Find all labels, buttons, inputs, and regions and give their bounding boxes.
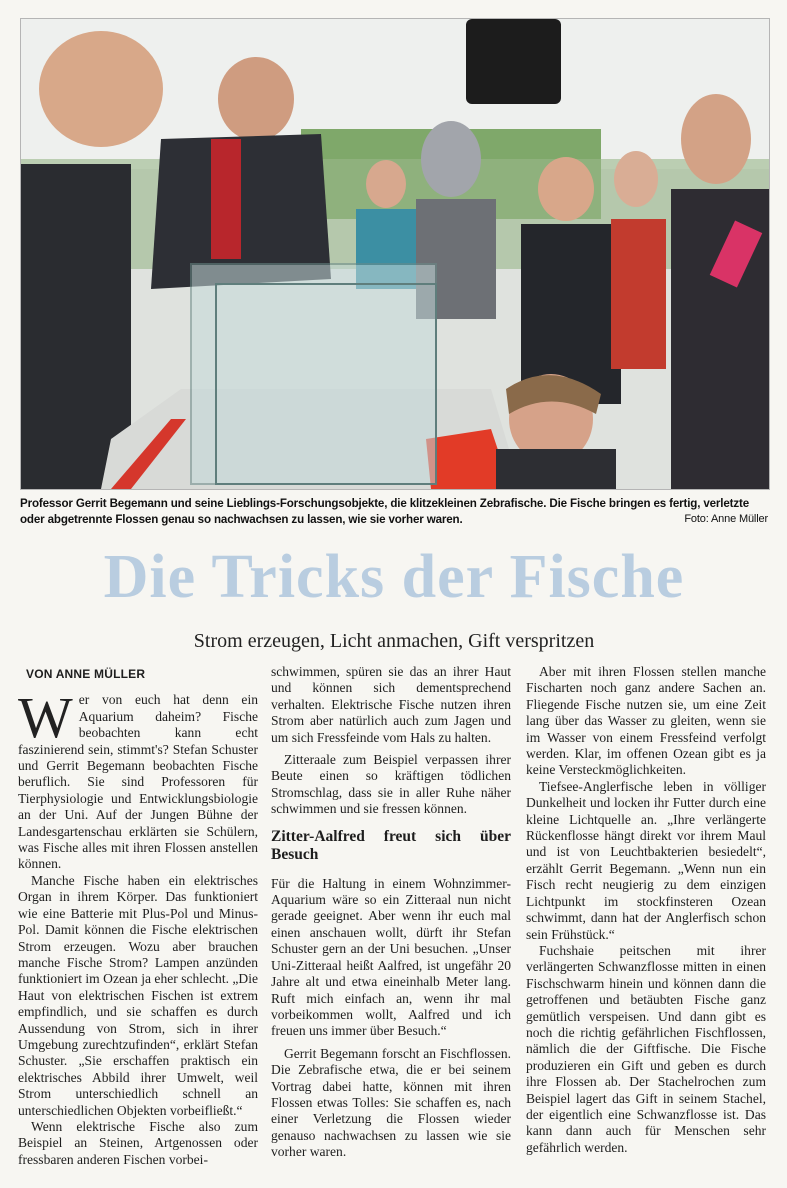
- article-paragraph: Gerrit Begemann forscht an Fischflossen. Die Zebrafische etwa, die er bei seinem Vortrag dabei hatte, können mit ihren Flossen etwas Tolles: Sie schaffen es, nach einer Verletzung die Flossen wieder genauso nachwachsen zu lassen wie sie vorher waren.: [271, 1045, 511, 1160]
- article-column-1: [18, 664, 258, 1168]
- article-paragraph: Tiefsee-Anglerfische leben in völliger Dunkelheit und locken ihr Futter durch eine kleine Lichtquelle an. „Ihre verlängerte Rückenflosse hängt direkt vor ihrem Maul und ist von Leuchtbakterien besiedelt“, erzählt Gerrit Begemann. „Wenn nun ein Fisch recht neugierig zu dem einzigen Lichtpunkt im stockfinsteren Ozean schwimmt, dann hat der Anglerfisch schon sein Frühstück.“: [526, 778, 766, 942]
- article-paragraph: Für die Haltung in einem Wohnzimmer-Aquarium wäre so ein Zitteraal nun nicht gerade geeignet. Aber wenn ihr euch mal einen anschauen wollt, dürft ihr Stefan Schuster gern an der Uni besuchen. „Unser Uni-Zitteraal heißt Aalfred, ist ungefähr 20 Jahre alt und etwa eineinhalb Meter lang. Ruft mich einfach an, wenn ihr mal vorbeikommen wollt, Aalfred und ich freuen uns immer über Besuch.“: [271, 875, 511, 1039]
- section-heading: Zitter-Aalfred freut sich über Besuch: [271, 827, 511, 863]
- photo-caption: [20, 496, 768, 527]
- drop-cap: W: [18, 685, 73, 751]
- photo-credit: Foto: Anne Müller: [684, 512, 768, 525]
- photo-illustration: [21, 19, 769, 489]
- article-paragraph: Fuchshaie peitschen mit ihrer verlängerten Schwanzflosse mitten in einen Fischschwarm hinein und können dann die getroffenen und betäubten Fische ganz gemütlich verspeisen. Und dann gibt es noch die richtig gefährlichen Fischflossen, nämlich die der Giftfische. Die Fische produzieren ein Gift und geben es durch ihre Flossen ab. Der Stachelrochen zum Beispiel lagert das Gift in seinem Stachel, der eigentlich eine Schwanzflosse ist. Das kann dann auch für Menschen sehr gefährlich werden.: [526, 942, 766, 1155]
- article-paragraph: [18, 685, 258, 872]
- article-photo: [20, 18, 770, 490]
- article-paragraph: schwimmen, spüren sie das an ihrer Haut und können sich dementsprechend verhalten. Elektrische Fische nutzen ihren Strom aber natürlich auch zum Jagen und um sich Fressfeinde vom Hals zu halten.: [271, 664, 511, 745]
- article-paragraph: Manche Fische haben ein elektrisches Organ in ihrem Körper. Das funktioniert wie eine Batterie mit Plus-Pol und Minus-Pol. Damit können die Fische elektrischen Strom erzeugen. Wozu aber brauchen manche Fische Strom? Lampen anzünden funktioniert im Ozean ja eher schlecht. „Die Haut von elektrischen Fischen ist extrem empfindlich, und sie schaffen es durch Aussendung von Strom, sich in ihrer Umgebung zurechtzufinden“, erklärt Stefan Schuster. „Sie erschaffen praktisch ein elektrisches Abbild ihrer Umwelt, weil Strom unterschiedlich schnell an unterschiedlichen Objekten vorbeifließt.“: [18, 872, 258, 1118]
- article-column-2: [271, 664, 511, 1161]
- subheadline: Strom erzeugen, Licht anmachen, Gift verspritzen: [193, 630, 595, 652]
- headline: Die Tricks der Fische: [103, 543, 685, 611]
- intro-text: er von euch hat denn ein Aquarium daheim? Fische beobachten kann echt faszinierend sein, stimmt's? Stefan Schuster und Gerrit Begemann beobachten Fische beruflich. Sie sind Professoren für Tierphysiologie und Entwicklungsbiologie an der Uni. Auf der Jungen Bühne der Landesgartenschau erklärten sie Schülern, was Fische alles mit ihren Flossen anstellen können.: [18, 692, 258, 872]
- article-paragraph: Aber mit ihren Flossen stellen manche Fischarten noch ganz andere Sachen an. Fliegende Fische nutzen sie, um eine Zeit lang über das Wasser zu gleiten, wenn sie im Wasser von einem Fressfeind verfolgt werden. Klar, im offenen Ozean gibt es ja keine Versteckmöglichkeiten.: [526, 664, 766, 778]
- article-paragraph: Zitteraale zum Beispiel verpassen ihrer Beute einen so kräftigen tödlichen Stromschlag, dass sie in aller Ruhe näher schwimmen und sie fressen können.: [271, 752, 511, 817]
- article-column-3: [526, 664, 766, 1156]
- caption-text: Professor Gerrit Begemann und seine Lieblings-Forschungsobjekte, die klitzekleinen Zebrafische. Die Fische bringen es fertig, verletzte oder abgetrennte Flossen genau so nachwachsen zu lassen, wie sie vorher waren.: [20, 497, 750, 526]
- article-paragraph: Wenn elektrische Fische also zum Beispiel an Steinen, Artgenossen oder fressbaren anderen Fischen vorbei-: [18, 1118, 258, 1167]
- byline: VON ANNE MÜLLER: [26, 667, 146, 681]
